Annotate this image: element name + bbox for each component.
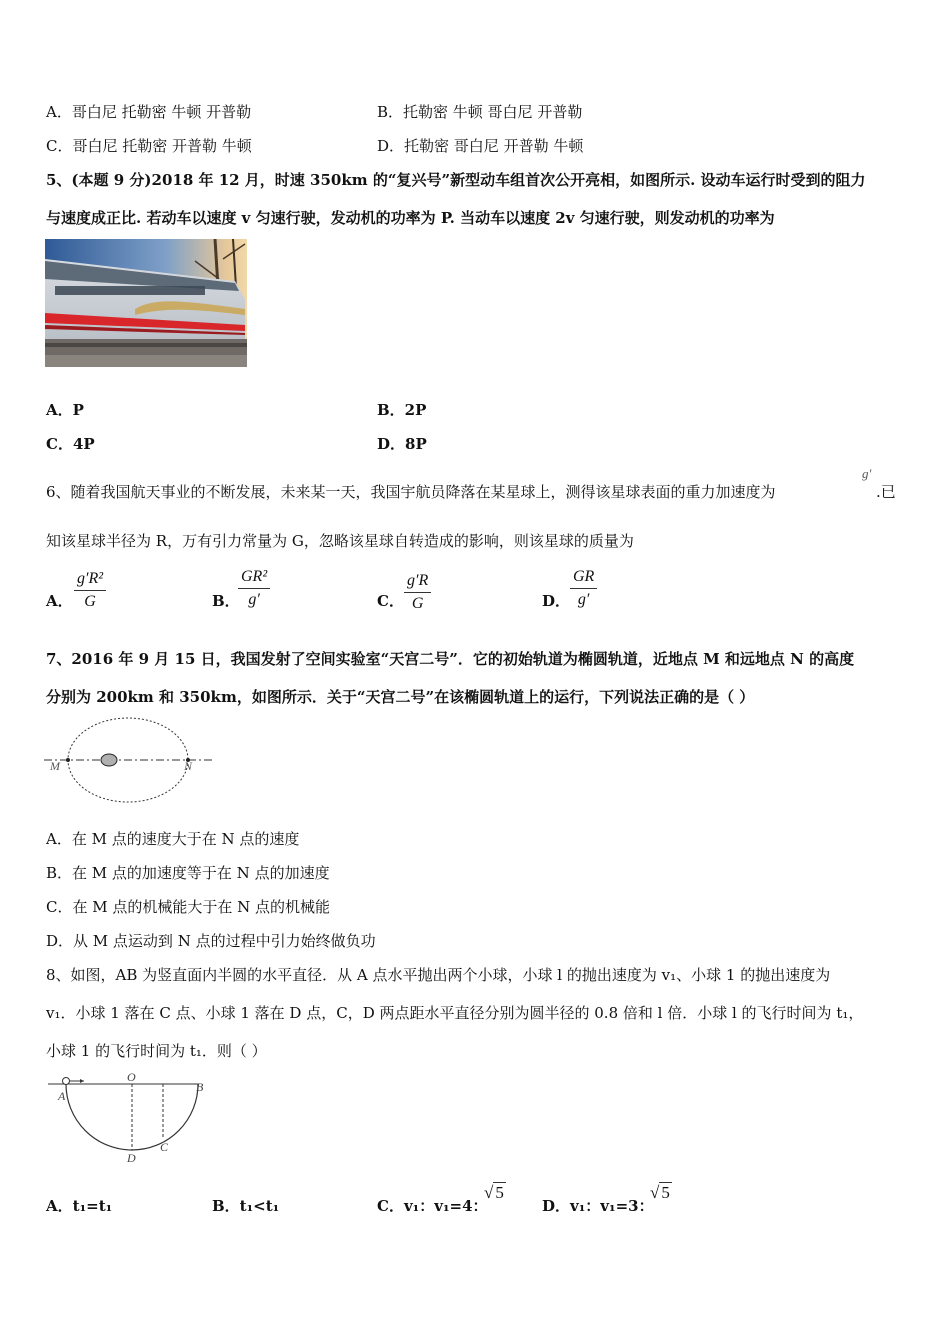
semicircle-label-b: B bbox=[196, 1080, 204, 1094]
semicircle-label-c: C bbox=[160, 1140, 169, 1154]
q6-option-c-label: C． bbox=[377, 592, 404, 610]
q5-option-a: A．P bbox=[46, 401, 84, 419]
q8-option-a: A．t₁=t₁ bbox=[46, 1197, 113, 1215]
q8-stem-line1: 8、如图，AB 为竖直面内半圆的水平直径．从 A 点水平抛出两个小球，小球 l 的抛出速度为 v₁、小球 1 的抛出速度为 bbox=[46, 966, 831, 984]
q6-option-b-numerator: GR² bbox=[238, 568, 270, 589]
orbit-diagram bbox=[44, 714, 219, 808]
q6-g-prime: g′ bbox=[862, 466, 872, 481]
semicircle-label-o: O bbox=[127, 1070, 136, 1084]
train-illustration bbox=[45, 239, 247, 367]
q6-option-d-numerator: GR bbox=[570, 568, 597, 589]
q6-option-b-label: B． bbox=[212, 592, 240, 610]
q8-semicircle-figure bbox=[44, 1070, 224, 1166]
q6-option-d-fraction bbox=[570, 568, 597, 609]
q7-stem-line2: 分别为 200km 和 350km，如图所示．关于“天宫二号”在该椭圆轨道上的运行，下列说法正确的是（ ） bbox=[46, 688, 755, 706]
q8-stem-line3: 小球 1 的飞行时间为 t₁．则（ ） bbox=[46, 1042, 267, 1060]
q6-option-c-denominator: G bbox=[411, 595, 424, 612]
q6-option-a-denominator: G bbox=[84, 593, 96, 610]
q8-option-d-sqrt: √ 5 bbox=[650, 1183, 670, 1202]
q8-option-b: B．t₁<t₁ bbox=[212, 1197, 280, 1215]
q6-option-b-denominator: g′ bbox=[248, 591, 260, 608]
q5-stem-line2: 与速度成正比. 若动车以速度 v 匀速行驶，发动机的功率为 P. 当动车以速度 2v 匀速行驶，则发动机的功率为 bbox=[46, 209, 775, 227]
orbit-label-n: N bbox=[184, 759, 193, 773]
q6-stem-line1: 6、随着我国航天事业的不断发展，未来某一天，我国宇航员降落在某星球上，测得该星球表面的重力加速度为 bbox=[46, 483, 776, 501]
semicircle-diagram bbox=[44, 1070, 224, 1166]
q6-option-c-fraction bbox=[404, 572, 431, 613]
q4-option-c: C．哥白尼 托勒密 开普勒 牛顿 bbox=[46, 137, 252, 155]
q8-option-c: C．v₁：v₁=4： bbox=[377, 1197, 488, 1215]
q6-option-c-numerator: g′R bbox=[404, 572, 431, 593]
q6-option-a-label: A． bbox=[46, 592, 73, 610]
q6-option-d-denominator: g′ bbox=[577, 591, 590, 608]
q5-option-d: D．8P bbox=[377, 435, 427, 453]
q6-option-a-fraction bbox=[74, 570, 106, 611]
q5-train-photo bbox=[45, 239, 247, 367]
q5-option-b: B．2P bbox=[377, 401, 427, 419]
semicircle-label-a: A bbox=[58, 1089, 66, 1103]
q7-ellipse-orbit-figure bbox=[44, 714, 219, 808]
q7-option-c: C．在 M 点的机械能大于在 N 点的机械能 bbox=[46, 898, 331, 916]
q8-option-d-radicand: 5 bbox=[661, 1183, 670, 1202]
q8-option-c-radicand: 5 bbox=[495, 1183, 504, 1202]
q7-option-a: A．在 M 点的速度大于在 N 点的速度 bbox=[46, 830, 300, 848]
q6-option-d-label: D． bbox=[542, 592, 571, 610]
q4-option-a: A．哥白尼 托勒密 牛顿 开普勒 bbox=[46, 103, 252, 121]
q4-option-d: D．托勒密 哥白尼 开普勒 牛顿 bbox=[377, 137, 584, 155]
q8-option-c-sqrt: √ 5 bbox=[484, 1183, 504, 1202]
q6-option-a-numerator: g′R² bbox=[74, 570, 106, 591]
q7-stem-line1: 7、2016 年 9 月 15 日，我国发射了空间实验室“天宫二号”．它的初始轨道为椭圆轨道，近地点 M 和远地点 N 的高度 bbox=[46, 650, 855, 668]
q4-option-b: B．托勒密 牛顿 哥白尼 开普勒 bbox=[377, 103, 583, 121]
q6-stem-line2: 知该星球半径为 R，万有引力常量为 G，忽略该星球自转造成的影响，则该星球的质量为 bbox=[46, 532, 634, 550]
q8-stem-line2: v₁．小球 1 落在 C 点、小球 1 落在 D 点，C，D 两点距水平直径分别为圆半径的 0.8 倍和 l 倍．小球 l 的飞行时间为 t₁， bbox=[46, 1004, 864, 1022]
q6-option-b-fraction bbox=[238, 568, 270, 609]
q5-stem-line1: 5、(本题 9 分)2018 年 12 月，时速 350km 的“复兴号”新型动车组首次公开亮相，如图所示. 设动车运行时受到的阻力 bbox=[46, 171, 866, 189]
q7-option-b: B．在 M 点的加速度等于在 N 点的加速度 bbox=[46, 864, 330, 882]
q7-option-d: D．从 M 点运动到 N 点的过程中引力始终做负功 bbox=[46, 932, 376, 950]
q6-stem-line1-end: .已 bbox=[876, 483, 896, 501]
semicircle-label-d: D bbox=[127, 1151, 136, 1165]
q5-option-c: C．4P bbox=[46, 435, 95, 453]
orbit-label-m: M bbox=[50, 759, 60, 773]
q8-option-d: D．v₁：v₁=3： bbox=[542, 1197, 654, 1215]
